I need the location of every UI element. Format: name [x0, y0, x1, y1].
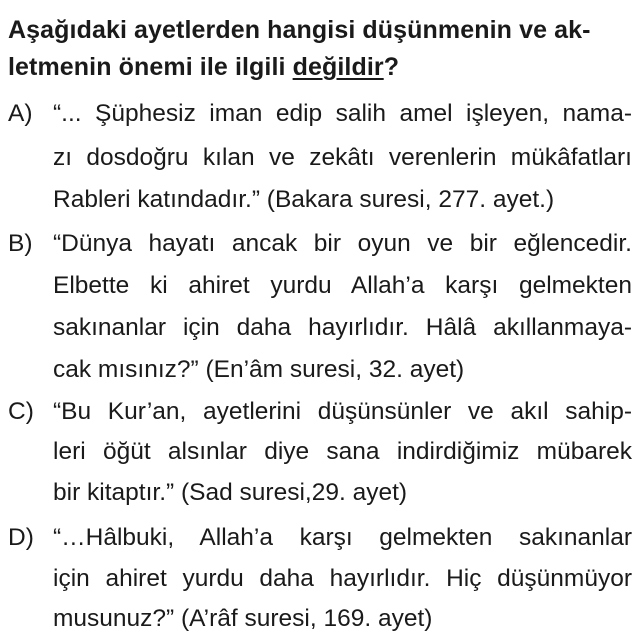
option-a-letter: A) [8, 100, 33, 127]
option-b-line-1: “Dünya hayatı ancak bir oyun ve bir eğlencedir. [53, 230, 632, 257]
option-d-line-1: “…Hâlbuki, Allah’a karşı gelmekten sakınanlar [53, 524, 632, 551]
option-b-letter: B) [8, 230, 33, 257]
option-c-line-1: “Bu Kur’an, ayetlerini düşünsünler ve akıl sahip- [53, 398, 632, 425]
option-b-line-3: sakınanlar için daha hayırlıdır. Hâlâ akıllanmaya- [53, 314, 632, 341]
question-line-1: Aşağıdaki ayetlerden hangisi düşünmenin ve ak- [8, 16, 591, 44]
question-line-2 [8, 53, 399, 82]
option-c-line-2: leri öğüt alsınlar diye sana indirdiğimiz mübarek [53, 438, 632, 465]
option-a-line-1: “... Şüphesiz iman edip salih amel işleyen, nama- [53, 100, 632, 127]
option-b-line-4: cak mısınız?” (En’âm suresi, 32. ayet) [53, 356, 465, 383]
option-d-line-2: için ahiret yurdu daha hayırlıdır. Hiç düşünmüyor [53, 565, 632, 592]
question-negation-keyword: değildir [292, 53, 384, 81]
option-c-line-3: bir kitaptır.” (Sad suresi,29. ayet) [53, 479, 408, 506]
option-d-letter: D) [8, 524, 34, 551]
option-c-letter: C) [8, 398, 34, 425]
question-line-2-text: letmenin önemi ile ilgili [8, 53, 293, 81]
option-b-line-2: Elbette ki ahiret yurdu Allah’a karşı gelmekten [53, 272, 632, 299]
option-a-line-3: Rableri katındadır.” (Bakara suresi, 277. ayet.) [53, 186, 555, 213]
question-mark: ? [383, 53, 400, 81]
option-d-line-3: musunuz?” (A’râf suresi, 169. ayet) [53, 605, 433, 632]
option-a-line-2: zı dosdoğru kılan ve zekâtı verenlerin mükâfatları [53, 144, 632, 171]
